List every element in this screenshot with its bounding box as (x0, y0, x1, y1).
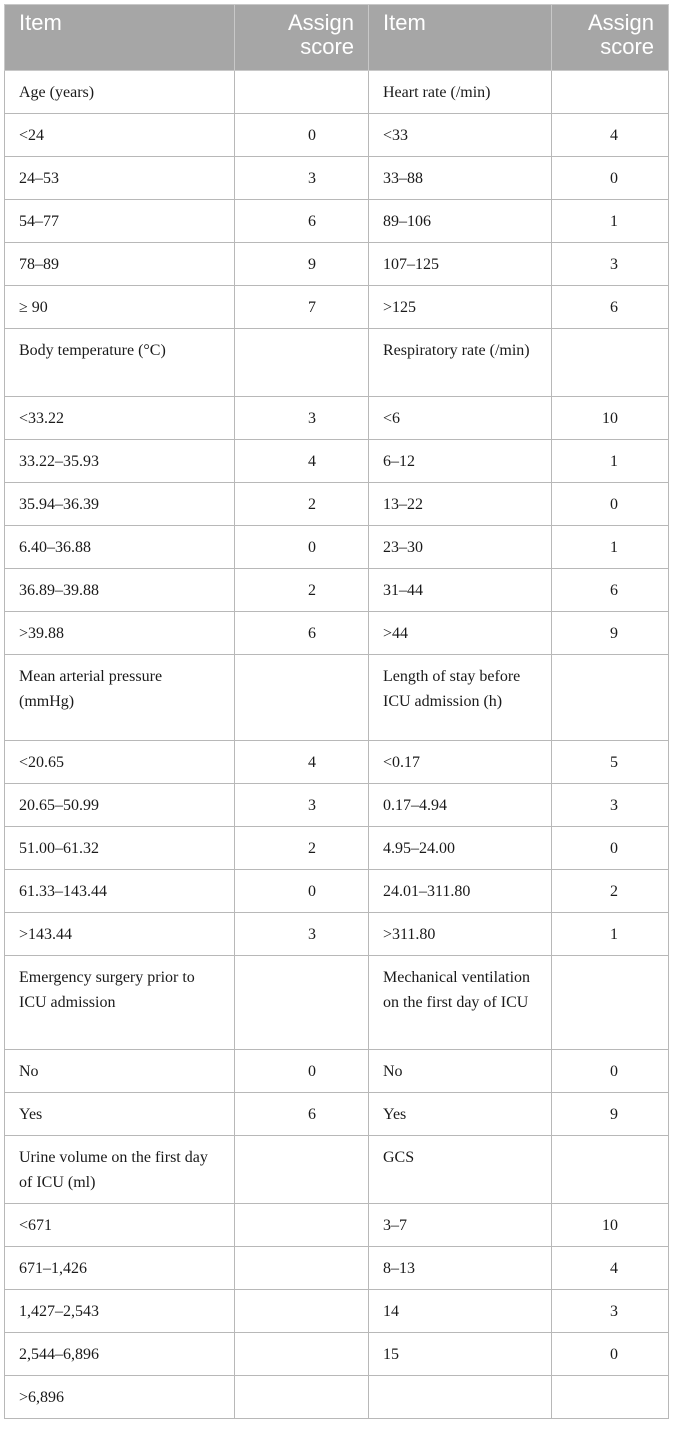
cell-item-right: Yes (369, 1093, 552, 1136)
cell-score-left: 3 (235, 784, 369, 827)
cell-item-right: 4.95–24.00 (369, 827, 552, 870)
cell-score-right: 4 (552, 1247, 669, 1290)
table-row (5, 397, 669, 440)
cell-score-left (235, 1290, 369, 1333)
table-row (5, 741, 669, 784)
cell-score-right: 6 (552, 569, 669, 612)
cell-score-left (235, 1333, 369, 1376)
cell-item-left: Emergency surgery prior to ICU admission (5, 956, 235, 1050)
cell-item-left: Yes (5, 1093, 235, 1136)
cell-item-right: >125 (369, 286, 552, 329)
cell-score-right (552, 329, 669, 397)
table-row (5, 286, 669, 329)
header-item-left: Item (5, 5, 235, 71)
cell-score-right: 3 (552, 784, 669, 827)
cell-item-right: 24.01–311.80 (369, 870, 552, 913)
cell-score-left: 0 (235, 1050, 369, 1093)
header-score-left: Assign score (235, 5, 369, 71)
cell-score-left: 9 (235, 243, 369, 286)
cell-item-left: Body temperature (°C) (5, 329, 235, 397)
cell-score-right: 5 (552, 741, 669, 784)
cell-score-right (552, 1376, 669, 1419)
cell-score-right: 0 (552, 827, 669, 870)
cell-item-right: 33–88 (369, 157, 552, 200)
cell-score-right: 0 (552, 1050, 669, 1093)
cell-item-left: 1,427–2,543 (5, 1290, 235, 1333)
table-row (5, 784, 669, 827)
table-row (5, 114, 669, 157)
header-item-right: Item (369, 5, 552, 71)
cell-item-left: 61.33–143.44 (5, 870, 235, 913)
cell-score-left: 6 (235, 1093, 369, 1136)
cell-score-left: 4 (235, 741, 369, 784)
cell-item-left: 78–89 (5, 243, 235, 286)
cell-score-left (235, 1247, 369, 1290)
cell-item-left: 671–1,426 (5, 1247, 235, 1290)
cell-item-right: 23–30 (369, 526, 552, 569)
cell-item-right: GCS (369, 1136, 552, 1204)
cell-score-right: 0 (552, 157, 669, 200)
cell-score-right: 0 (552, 1333, 669, 1376)
cell-score-left: 0 (235, 114, 369, 157)
cell-score-right: 1 (552, 200, 669, 243)
table-header (5, 5, 669, 71)
table-row (5, 1050, 669, 1093)
cell-item-right: Heart rate (/min) (369, 71, 552, 114)
cell-score-left: 6 (235, 612, 369, 655)
table-row (5, 1376, 669, 1419)
cell-score-left: 2 (235, 569, 369, 612)
cell-item-left: 36.89–39.88 (5, 569, 235, 612)
cell-score-left (235, 71, 369, 114)
score-table (4, 4, 669, 1419)
cell-score-left (235, 329, 369, 397)
cell-item-left: No (5, 1050, 235, 1093)
cell-item-left: <33.22 (5, 397, 235, 440)
cell-score-right: 9 (552, 1093, 669, 1136)
cell-score-right: 10 (552, 1204, 669, 1247)
cell-item-left: <24 (5, 114, 235, 157)
cell-item-right: >311.80 (369, 913, 552, 956)
cell-item-left: 24–53 (5, 157, 235, 200)
table-row (5, 440, 669, 483)
cell-score-right (552, 655, 669, 741)
table-row (5, 913, 669, 956)
table-row (5, 569, 669, 612)
cell-score-right: 10 (552, 397, 669, 440)
cell-score-right: 3 (552, 243, 669, 286)
cell-item-right: 107–125 (369, 243, 552, 286)
cell-item-left: <20.65 (5, 741, 235, 784)
cell-item-right: 13–22 (369, 483, 552, 526)
table-row (5, 1093, 669, 1136)
table-row (5, 200, 669, 243)
cell-item-right: 31–44 (369, 569, 552, 612)
cell-score-left: 2 (235, 827, 369, 870)
cell-item-left: >39.88 (5, 612, 235, 655)
header-row (5, 5, 669, 71)
cell-score-left: 2 (235, 483, 369, 526)
cell-score-left (235, 1376, 369, 1419)
table-row (5, 956, 669, 1050)
cell-score-right: 2 (552, 870, 669, 913)
cell-item-right: 3–7 (369, 1204, 552, 1247)
table-row (5, 1290, 669, 1333)
score-table-container (4, 4, 668, 1419)
table-row (5, 1247, 669, 1290)
cell-score-left (235, 1136, 369, 1204)
table-row (5, 157, 669, 200)
header-score-right: Assign score (552, 5, 669, 71)
table-row (5, 243, 669, 286)
cell-item-right: Respiratory rate (/min) (369, 329, 552, 397)
table-row (5, 612, 669, 655)
cell-item-left: <671 (5, 1204, 235, 1247)
cell-score-right: 4 (552, 114, 669, 157)
cell-item-right: Length of stay before ICU admission (h) (369, 655, 552, 741)
cell-item-left: 51.00–61.32 (5, 827, 235, 870)
cell-score-left: 3 (235, 397, 369, 440)
table-row (5, 655, 669, 741)
cell-item-right: Mechanical ventilation on the first day of ICU (369, 956, 552, 1050)
table-row (5, 1136, 669, 1204)
cell-item-right: 15 (369, 1333, 552, 1376)
cell-item-left: 54–77 (5, 200, 235, 243)
cell-score-left: 7 (235, 286, 369, 329)
cell-item-right: >44 (369, 612, 552, 655)
cell-item-right: 8–13 (369, 1247, 552, 1290)
cell-score-right (552, 71, 669, 114)
cell-score-left: 4 (235, 440, 369, 483)
cell-score-right: 0 (552, 483, 669, 526)
table-row (5, 329, 669, 397)
table-row (5, 1204, 669, 1247)
cell-score-left (235, 956, 369, 1050)
cell-item-right: 0.17–4.94 (369, 784, 552, 827)
cell-item-right: <33 (369, 114, 552, 157)
cell-item-left: ≥ 90 (5, 286, 235, 329)
cell-score-left: 6 (235, 200, 369, 243)
table-row (5, 71, 669, 114)
cell-score-right: 9 (552, 612, 669, 655)
cell-score-right (552, 956, 669, 1050)
cell-item-right (369, 1376, 552, 1419)
cell-item-right: <0.17 (369, 741, 552, 784)
cell-item-left: Mean arterial pressure (mmHg) (5, 655, 235, 741)
table-row (5, 483, 669, 526)
cell-item-right: 6–12 (369, 440, 552, 483)
cell-item-left: Urine volume on the first day of ICU (ml) (5, 1136, 235, 1204)
cell-item-left: 20.65–50.99 (5, 784, 235, 827)
cell-score-left (235, 655, 369, 741)
cell-score-right: 3 (552, 1290, 669, 1333)
table-row (5, 870, 669, 913)
cell-score-right: 1 (552, 526, 669, 569)
cell-score-left: 3 (235, 157, 369, 200)
cell-score-left: 0 (235, 526, 369, 569)
cell-score-left (235, 1204, 369, 1247)
cell-item-left: >6,896 (5, 1376, 235, 1419)
cell-score-right: 6 (552, 286, 669, 329)
cell-item-left: Age (years) (5, 71, 235, 114)
table-row (5, 1333, 669, 1376)
cell-item-right: <6 (369, 397, 552, 440)
cell-item-left: 33.22–35.93 (5, 440, 235, 483)
table-row (5, 526, 669, 569)
cell-item-right: No (369, 1050, 552, 1093)
table-body (5, 71, 669, 1419)
cell-score-right: 1 (552, 440, 669, 483)
cell-score-right (552, 1136, 669, 1204)
cell-item-left: >143.44 (5, 913, 235, 956)
table-row (5, 827, 669, 870)
cell-item-right: 89–106 (369, 200, 552, 243)
cell-item-right: 14 (369, 1290, 552, 1333)
cell-score-left: 3 (235, 913, 369, 956)
cell-score-left: 0 (235, 870, 369, 913)
cell-item-left: 2,544–6,896 (5, 1333, 235, 1376)
cell-score-right: 1 (552, 913, 669, 956)
cell-item-left: 6.40–36.88 (5, 526, 235, 569)
cell-item-left: 35.94–36.39 (5, 483, 235, 526)
